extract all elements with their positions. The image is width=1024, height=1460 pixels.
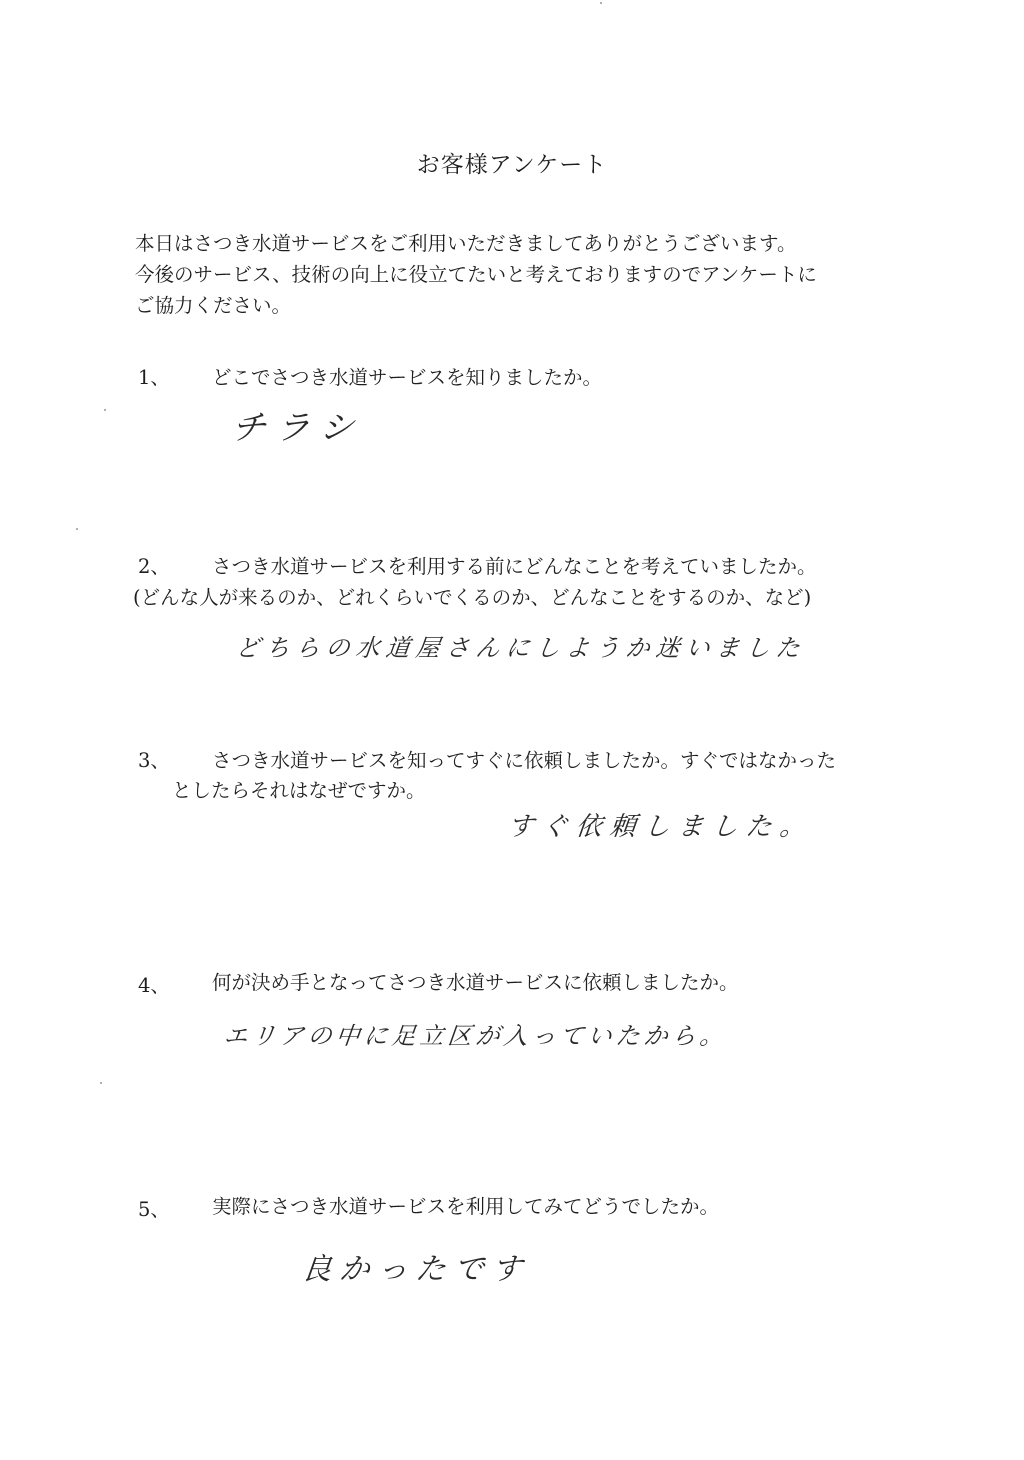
- answer-2: どちらの水道屋さんにしようか迷いました: [234, 634, 808, 662]
- answer-1: チラシ: [229, 408, 366, 448]
- intro-line: 本日はさつき水道サービスをご利用いただきましてありがとうございます。: [135, 232, 797, 255]
- question-4-number: 4、: [138, 974, 170, 997]
- intro-line: 今後のサービス、技術の向上に役立てたいと考えておりますのでアンケートに: [135, 263, 817, 286]
- intro-text: [135, 228, 935, 321]
- question-3-subtext: としたらそれはなぜですか。: [172, 779, 426, 802]
- question-1-text: どこでさつき水道サービスを知りましたか。: [212, 366, 603, 389]
- answer-3: すぐ依頼しました。: [506, 812, 816, 842]
- question-1-number: 1、: [138, 366, 170, 389]
- scan-speck: [104, 409, 106, 411]
- scan-speck: [76, 528, 78, 530]
- answer-5: 良かったです: [299, 1252, 532, 1287]
- page-title: お客様アンケート: [416, 152, 608, 178]
- question-4-text: 何が決め手となってさつき水道サービスに依頼しましたか。: [212, 971, 739, 994]
- question-3-number: 3、: [138, 749, 170, 772]
- scan-speck: [600, 2, 602, 4]
- question-5-text: 実際にさつき水道サービスを利用してみてどうでしたか。: [212, 1195, 720, 1218]
- question-2-text: さつき水道サービスを利用する前にどんなことを考えていましたか。: [212, 555, 817, 578]
- question-2-number: 2、: [138, 555, 170, 578]
- scan-speck: [100, 1082, 102, 1084]
- answer-4: エリアの中に足立区が入っていたから。: [222, 1022, 730, 1050]
- question-5-number: 5、: [138, 1198, 170, 1221]
- question-3-text: さつき水道サービスを知ってすぐに依頼しましたか。すぐではなかった: [212, 749, 837, 772]
- question-2-subtext: (どんな人が来るのか、どれくらいでくるのか、どんなことをするのか、など): [133, 586, 812, 609]
- intro-line: ご協力ください。: [135, 294, 292, 317]
